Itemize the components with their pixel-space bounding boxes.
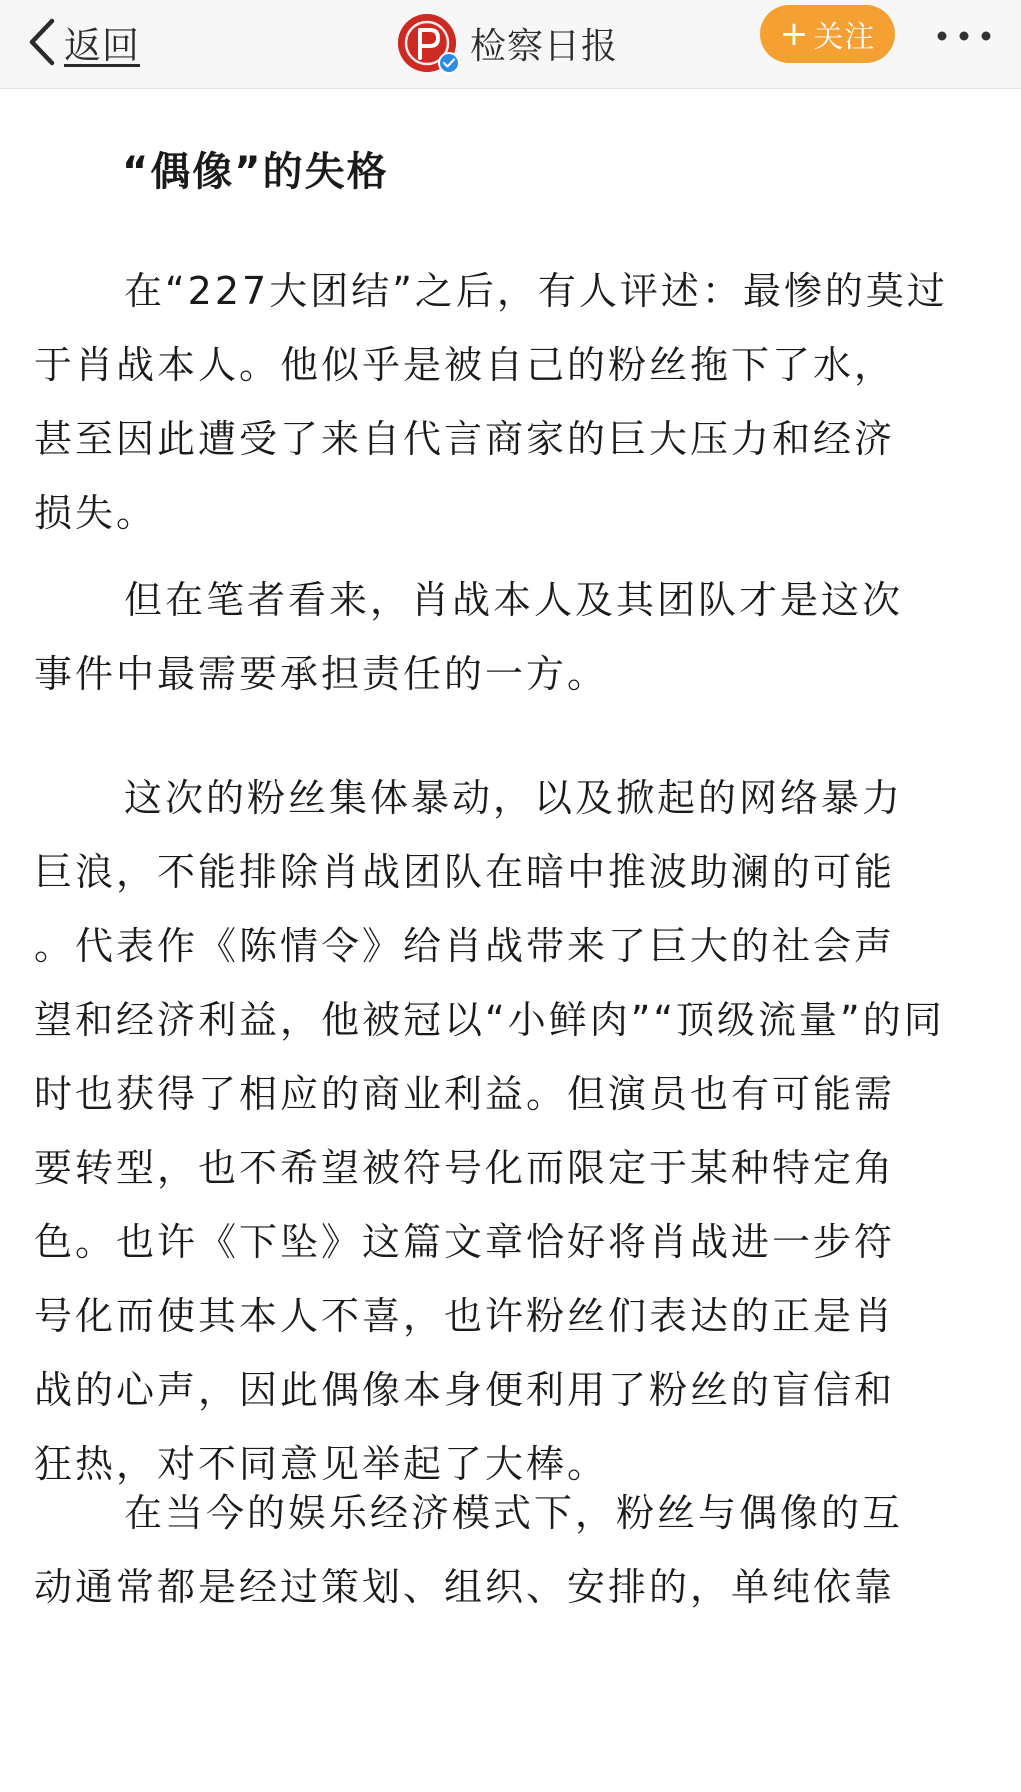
paragraph-line: 甚至因此遭受了来自代言商家的巨大压力和经济 <box>34 417 896 461</box>
paragraph-2 <box>34 563 990 711</box>
plus-icon: + <box>779 14 810 54</box>
more-dots-icon <box>932 18 996 54</box>
section-heading: “偶像”的失格 <box>122 149 389 195</box>
account-name[interactable]: 检察日报 <box>470 25 619 67</box>
paragraph-line: 但在笔者看来，肖战本人及其团队才是这次 <box>124 578 904 622</box>
back-button[interactable] <box>26 10 140 74</box>
paragraph-line: 动通常都是经过策划、组织、安排的，单纯依靠 <box>34 1565 896 1609</box>
more-options-button[interactable] <box>932 18 996 54</box>
paragraph-line: 事件中最需要承担责任的一方。 <box>34 652 609 696</box>
paragraph-1 <box>34 254 990 550</box>
paragraph-line: 损失。 <box>34 491 158 535</box>
paragraph-line: 色。也许《下坠》这篇文章恰好将肖战进一步符 <box>34 1220 896 1264</box>
paragraph-line: 要转型，也不希望被符号化而限定于某种特定角 <box>34 1146 896 1190</box>
paragraph-line: 。代表作《陈情令》给肖战带来了巨大的社会声 <box>34 924 896 968</box>
verified-badge-icon <box>438 52 460 74</box>
paragraph-4 <box>34 1476 990 1624</box>
paragraph-line: 望和经济利益，他被冠以“小鲜肉”“顶级流量”的同 <box>34 998 945 1042</box>
paragraph-line: 时也获得了相应的商业利益。但演员也有可能需 <box>34 1072 896 1116</box>
paragraph-3 <box>34 761 990 1501</box>
paragraph-line: 这次的粉丝集体暴动，以及掀起的网络暴力 <box>124 776 904 820</box>
paragraph-line: 于肖战本人。他似乎是被自己的粉丝拖下了水， <box>34 343 896 387</box>
follow-button[interactable] <box>760 5 895 63</box>
follow-label: 关注 <box>813 20 876 55</box>
paragraph-line: 战的心声，因此偶像本身便利用了粉丝的盲信和 <box>34 1368 896 1412</box>
paragraph-line: 在“227大团结”之后，有人评述：最惨的莫过 <box>124 269 948 313</box>
paragraph-line: 号化而使其本人不喜，也许粉丝们表达的正是肖 <box>34 1294 896 1338</box>
paragraph-line: 巨浪，不能排除肖战团队在暗中推波助澜的可能 <box>34 850 896 894</box>
avatar[interactable] <box>398 14 456 72</box>
back-label: 返回 <box>64 24 140 67</box>
paragraph-line: 在当今的娱乐经济模式下，粉丝与偶像的互 <box>124 1491 904 1535</box>
paragraph-line: 狂热，对不同意见举起了大棒。 <box>34 1442 609 1486</box>
account-header[interactable] <box>398 8 618 78</box>
chevron-left-icon <box>26 17 60 67</box>
top-nav-bar <box>0 0 1021 89</box>
